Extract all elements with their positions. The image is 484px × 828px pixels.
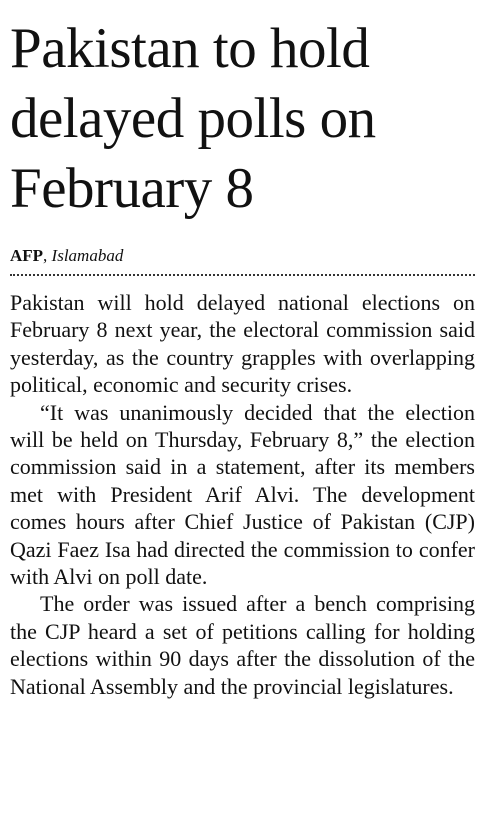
- body-paragraph: The order was issued after a bench comprising the CJP heard a set of petitions calling for holding elections within 90 days after the dissolution of the National Assembly and the provincial legislatures.: [10, 591, 475, 699]
- byline-agency: AFP: [10, 246, 44, 265]
- byline-location: Islamabad: [51, 246, 124, 265]
- dotted-divider: [10, 274, 475, 276]
- byline: [10, 246, 475, 266]
- body-paragraph: Pakistan will hold delayed national elections on February 8 next year, the electoral commission said yesterday, as the country grapples with overlapping political, economic and security crises.: [10, 290, 475, 398]
- body-paragraph: “It was unanimously decided that the election will be held on Thursday, February 8,” the election commission said in a statement, after its members met with President Arif Alvi. The development comes hours after Chief Justice of Pakistan (CJP) Qazi Faez Isa had directed the commission to confer with Alvi on poll date.: [10, 399, 475, 590]
- headline: Pakistan to hold delayed polls on February 8: [10, 17, 376, 220]
- news-article: [10, 14, 475, 700]
- byline-separator: ,: [43, 246, 52, 265]
- article-body: [10, 289, 475, 700]
